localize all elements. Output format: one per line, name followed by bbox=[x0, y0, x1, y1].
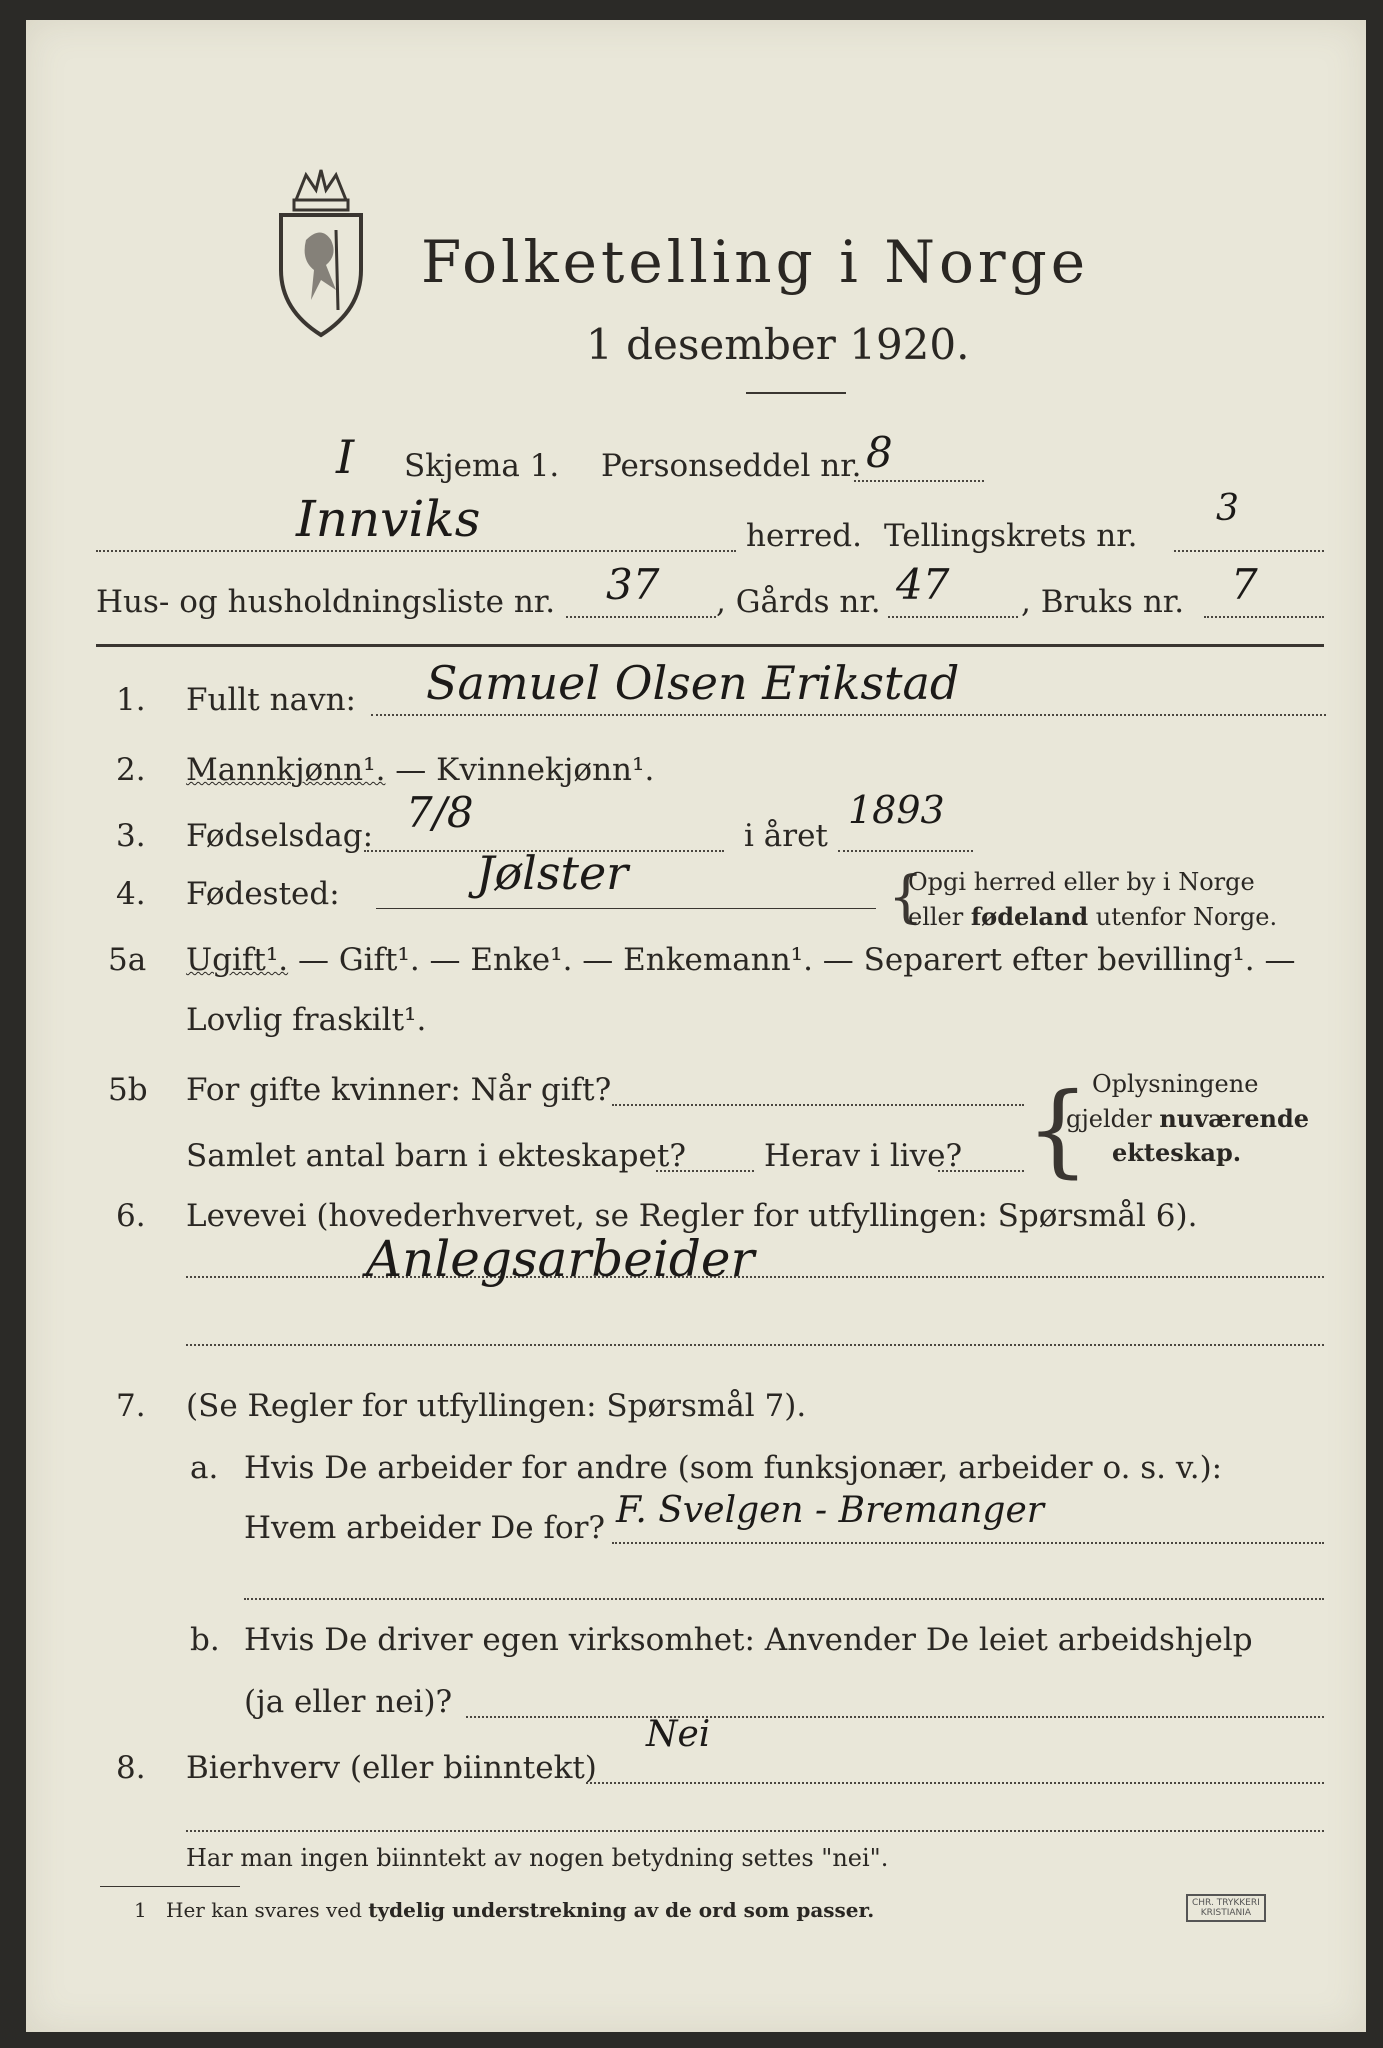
q7b-letter: b. bbox=[190, 1622, 220, 1658]
footer-note: Har man ingen biinntekt av nogen betydning settes "nei". bbox=[186, 1844, 889, 1872]
q8-label: Bierhverv (eller biinntekt) bbox=[186, 1750, 597, 1786]
q8-line bbox=[586, 1782, 1324, 1784]
census-form-page bbox=[26, 20, 1366, 2032]
q2-number: 2. bbox=[116, 752, 146, 788]
bruks-line bbox=[1204, 616, 1324, 618]
q4-line bbox=[376, 908, 876, 909]
hus-line bbox=[566, 616, 716, 618]
q4-note-line1: Opgi herred eller by i Norge bbox=[908, 868, 1255, 896]
full-name-value: Samuel Olsen Erikstad bbox=[426, 656, 960, 710]
bruks-label: , Bruks nr. bbox=[1021, 584, 1185, 620]
gards-label: , Gårds nr. bbox=[716, 584, 881, 620]
initial-mark: I bbox=[336, 430, 355, 484]
q7a-line2: Hvem arbeider De for? bbox=[244, 1510, 606, 1546]
q7a-letter: a. bbox=[190, 1450, 219, 1486]
occupation-value: Anlegsarbeider bbox=[366, 1230, 755, 1288]
hus-label: Hus- og husholdningsliste nr. bbox=[96, 584, 556, 620]
q4-number: 4. bbox=[116, 876, 146, 912]
q7b-line1: Hvis De driver egen virksomhet: Anvender De leiet arbeidshjelp bbox=[244, 1622, 1253, 1658]
personseddel-line bbox=[854, 480, 984, 482]
q5b-married-line bbox=[612, 1104, 1024, 1106]
q5b-children-line bbox=[656, 1170, 754, 1172]
header-divider bbox=[96, 644, 1324, 647]
q1-label: Fullt navn: bbox=[186, 682, 356, 718]
footnote-divider bbox=[100, 1886, 240, 1887]
census-date: 1 desember 1920. bbox=[586, 320, 970, 369]
q5b-note-line1: Oplysningene bbox=[1092, 1070, 1259, 1098]
skjema-label: Skjema 1. bbox=[404, 448, 560, 484]
q5b-line1: For gifte kvinner: Når gift? bbox=[186, 1072, 612, 1108]
personseddel-value: 8 bbox=[866, 428, 893, 477]
q5b-line2a: Samlet antal barn i ekteskapet? bbox=[186, 1138, 686, 1174]
herred-line bbox=[96, 550, 736, 552]
male-option: Mannkjønn¹. bbox=[186, 752, 386, 788]
form-title: Folketelling i Norge bbox=[421, 228, 1090, 296]
birth-year-value: 1893 bbox=[848, 788, 945, 832]
q5a-other-options: — Gift¹. — Enke¹. — Enkemann¹. — Separert efter bevilling¹. — bbox=[288, 942, 1296, 978]
q5b-line2b: Herav i live? bbox=[764, 1138, 963, 1174]
q8-line2 bbox=[186, 1830, 1324, 1832]
q5a-line2: Lovlig fraskilt¹. bbox=[186, 1002, 427, 1038]
gards-line bbox=[888, 616, 1018, 618]
q7a-line1: Hvis De arbeider for andre (som funksjonær, arbeider o. s. v.): bbox=[244, 1450, 1223, 1486]
q5b-number: 5b bbox=[108, 1072, 148, 1108]
q7b-line2: (ja eller nei)? bbox=[244, 1684, 453, 1720]
birthplace-value: Jølster bbox=[476, 846, 629, 900]
q3-year-label: i året bbox=[744, 818, 828, 854]
printer-stamp: CHR. TRYKKERI KRISTIANIA bbox=[1186, 1894, 1266, 1922]
q6-number: 6. bbox=[116, 1198, 146, 1234]
q7-number: 7. bbox=[116, 1388, 146, 1424]
q5b-alive-line bbox=[938, 1170, 1024, 1172]
q2-options bbox=[186, 752, 654, 788]
herred-label: herred. bbox=[746, 518, 862, 554]
q7b-line bbox=[466, 1716, 1324, 1718]
q3-label: Fødselsdag: bbox=[186, 818, 374, 854]
q7-label: (Se Regler for utfyllingen: Spørsmål 7). bbox=[186, 1388, 807, 1424]
tellingskrets-value: 3 bbox=[1216, 488, 1239, 529]
q3-year-line bbox=[838, 850, 973, 852]
footnote-text: Her kan svares ved tydelig understrekning av de ord som passer. bbox=[166, 1898, 875, 1922]
unmarried-option: Ugift¹. bbox=[186, 942, 289, 978]
q1-line bbox=[371, 714, 1326, 716]
q6-line2 bbox=[186, 1344, 1324, 1346]
q5b-note-line2: gjelder nuværende bbox=[1066, 1104, 1310, 1133]
hus-value: 37 bbox=[606, 560, 660, 609]
q1-number: 1. bbox=[116, 682, 146, 718]
female-option: Kvinnekjønn¹. bbox=[436, 752, 655, 788]
title-divider bbox=[746, 392, 846, 394]
q2-separator: — bbox=[385, 752, 437, 788]
tellingskrets-label: Tellingskrets nr. bbox=[884, 518, 1138, 554]
q4-note-line2: eller fødeland utenfor Norge. bbox=[908, 902, 1278, 931]
norwegian-coat-of-arms-icon bbox=[266, 160, 376, 340]
q4-label: Fødested: bbox=[186, 876, 340, 912]
herred-value: Innviks bbox=[296, 490, 481, 548]
gards-value: 47 bbox=[896, 560, 950, 609]
q5b-brace: { bbox=[1026, 1071, 1090, 1188]
side-income-value: Nei bbox=[646, 1714, 711, 1755]
q7a-line-extra bbox=[244, 1598, 1324, 1600]
bruks-value: 7 bbox=[1231, 560, 1258, 609]
employer-value: F. Svelgen - Bremanger bbox=[616, 1490, 1044, 1531]
personseddel-label: Personseddel nr. bbox=[601, 448, 862, 484]
q5b-note-line3: ekteskap. bbox=[1112, 1138, 1242, 1167]
birth-date-value: 7/8 bbox=[406, 788, 474, 837]
tellingskrets-line bbox=[1174, 550, 1324, 552]
q5a-number: 5a bbox=[108, 942, 147, 978]
q3-number: 3. bbox=[116, 818, 146, 854]
q6-line1 bbox=[186, 1276, 1324, 1278]
q8-number: 8. bbox=[116, 1750, 146, 1786]
q6-label: Levevei (hovederhvervet, se Regler for utfyllingen: Spørsmål 6). bbox=[186, 1198, 1198, 1234]
q4-brace: { bbox=[888, 865, 924, 930]
footnote-number: 1 bbox=[134, 1898, 147, 1922]
q5a-options bbox=[186, 942, 1295, 978]
q7a-employer-line bbox=[612, 1542, 1324, 1544]
